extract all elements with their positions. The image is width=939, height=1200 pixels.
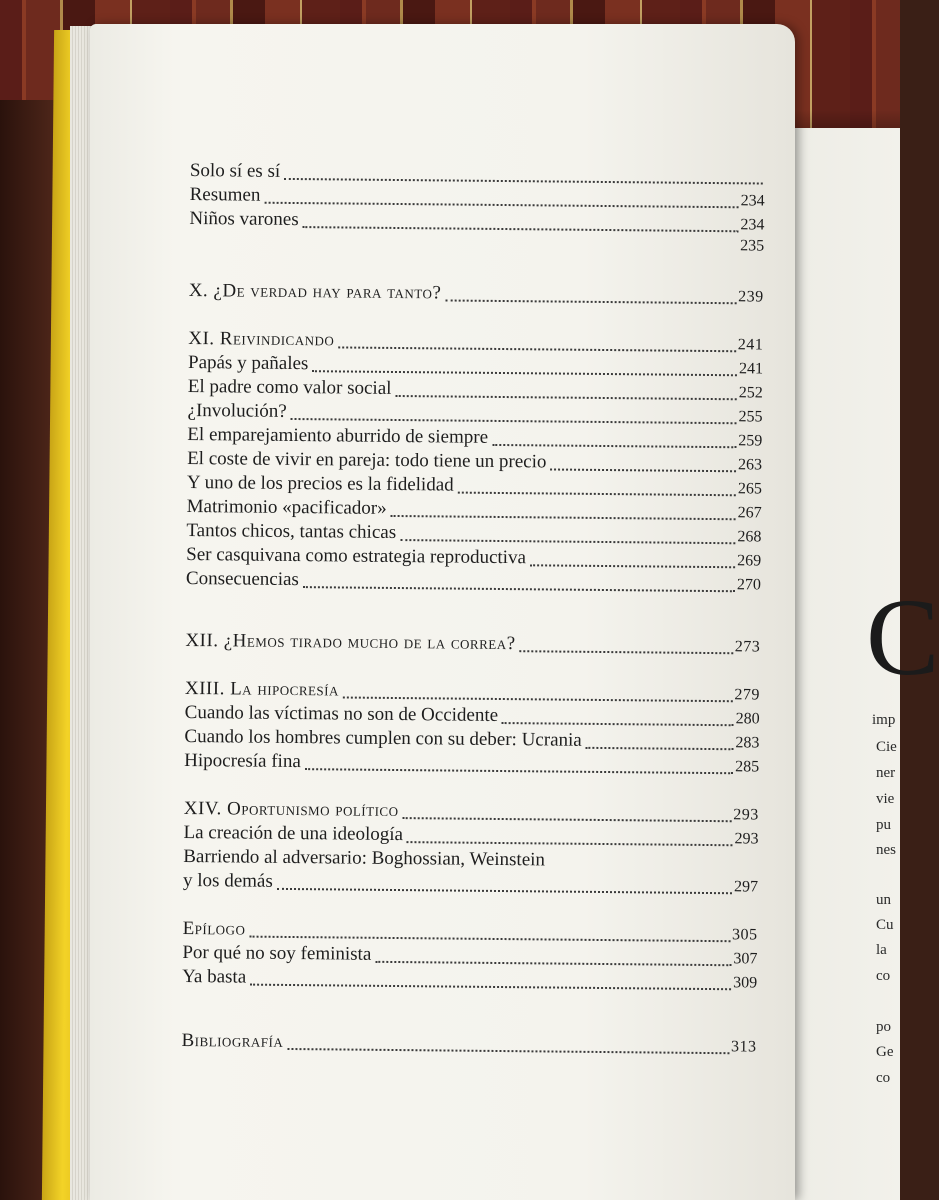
toc-entry-page: 269 [737, 552, 762, 570]
toc-entry-title: El emparejamiento aburrido de siempre [187, 423, 489, 448]
right-page-fragment: la [876, 942, 887, 958]
toc-entry-page: 313 [730, 1038, 757, 1056]
right-page-fragment: pu [876, 817, 891, 833]
dot-leader [277, 887, 732, 894]
toc-entry-page: 293 [734, 830, 759, 848]
toc-entry-title: El coste de vivir en pareja: todo tiene un precio [187, 447, 547, 473]
toc-entry-title: Solo sí es sí [189, 160, 281, 182]
right-page-fragment: ner [876, 765, 896, 781]
dot-leader [287, 1047, 729, 1054]
toc-entry-title: XIII. La hipocresía [184, 677, 340, 701]
toc-entry-page: 293 [733, 806, 759, 824]
dot-leader [550, 467, 736, 472]
toc-entry-page: 241 [737, 336, 764, 354]
dot-leader [303, 585, 735, 592]
toc-entry-title: Ser casquivana como estrategia reproductiva [186, 543, 527, 569]
right-page-fragment: co [876, 968, 891, 984]
toc-entry-page: 234 [740, 216, 765, 234]
dot-leader [520, 649, 733, 654]
dot-leader [284, 177, 763, 185]
toc-entry-page: 307 [733, 950, 758, 968]
toc-entry-title: Cuando los hombres cumplen con su deber: Ucrania [184, 725, 582, 751]
toc-entry-page: 270 [736, 576, 762, 594]
dot-leader [375, 960, 731, 966]
dot-leader [407, 840, 733, 846]
toc-entry-title: Consecuencias [185, 567, 299, 591]
right-page-fragment: Cie [876, 739, 897, 755]
toc-entry-page: 280 [735, 710, 760, 728]
toc-entry-title: Ya basta [182, 965, 247, 988]
toc-entry-title: El padre como valor social [187, 375, 392, 399]
toc-entry-page: 241 [738, 360, 764, 378]
toc-entry-title: Matrimonio «pacificador» [186, 495, 387, 519]
right-page-fragment: Cu [876, 917, 894, 933]
toc-entry-title: y los demás [182, 869, 273, 892]
toc-entry-title: Resumen [189, 183, 261, 206]
toc-entry-title: Barriendo al adversario: Boghossian, Weinstein [183, 845, 546, 871]
toc-entry-page: 279 [734, 686, 760, 704]
right-page-fragment: co [876, 1070, 891, 1086]
toc-entry-page: 265 [737, 480, 762, 498]
toc-entry-title: Por qué no soy feminista [182, 941, 372, 965]
right-page-fragment: vie [876, 791, 895, 807]
dot-leader [530, 563, 735, 568]
right-page-fragment: un [876, 892, 891, 908]
dot-leader [305, 767, 733, 774]
right-page-fragment: po [876, 1019, 891, 1035]
drop-cap-initial: C [866, 576, 939, 698]
dot-leader [249, 935, 730, 943]
dot-leader [193, 250, 738, 256]
toc-entry-page: 273 [734, 638, 761, 656]
toc-entry-page: 255 [738, 408, 763, 426]
dot-leader [264, 201, 738, 209]
dot-leader [395, 394, 736, 400]
toc-entry-title: XI. Reivindicando [188, 327, 335, 351]
dot-leader [343, 695, 732, 702]
dot-leader [586, 746, 734, 750]
dot-leader [338, 345, 735, 352]
dot-leader [458, 491, 736, 497]
dot-leader [502, 721, 734, 726]
toc-entry-page: 252 [738, 384, 763, 402]
toc-entry-page: 297 [733, 878, 759, 896]
dot-leader [312, 369, 737, 376]
toc-entry-title: XII. ¿Hemos tirado mucho de la correa? [185, 629, 516, 655]
toc-entry-title: Epílogo [182, 917, 246, 940]
right-page-fragment: imp [872, 712, 896, 728]
toc-entry-title: Tantos chicos, tantas chicas [186, 519, 397, 543]
dot-leader [445, 298, 736, 304]
toc-entry-page: 259 [738, 432, 763, 450]
toc-entry-title: Cuando las víctimas no son de Occidente [184, 701, 499, 726]
toc-entry-page: 239 [738, 288, 764, 306]
dot-leader [291, 417, 737, 424]
toc-entry-title: Bibliografía [181, 1029, 284, 1052]
toc-entry-page: 285 [735, 758, 760, 776]
toc-entry-title: Niños varones [189, 207, 299, 231]
toc-entry-title: Papás y pañales [187, 351, 309, 375]
toc-entry-page: 263 [738, 456, 763, 474]
dot-leader [492, 443, 736, 448]
toc-entry-title: Hipocresía fina [184, 749, 301, 773]
dot-leader [402, 816, 731, 822]
dot-leader [250, 983, 731, 991]
toc-entry-page: 234 [740, 192, 765, 210]
toc-entry-page: 309 [733, 974, 758, 992]
toc-entry-page: 267 [737, 504, 762, 522]
toc-entry-page: 305 [732, 926, 758, 944]
dot-leader [303, 225, 739, 232]
dot-leader [400, 538, 735, 544]
toc-entry-page: 235 [740, 237, 765, 255]
toc-entry-title: XIV. Oportunismo político [183, 797, 399, 822]
toc-entry-title: ¿Involución? [187, 399, 287, 422]
toc-entry-page: 268 [737, 528, 762, 546]
toc-entry-page: 283 [735, 734, 760, 752]
toc-entry-title: La creación de una ideología [183, 821, 404, 846]
dot-leader [391, 514, 736, 520]
right-page-fragment: Ge [876, 1044, 894, 1060]
right-page-fragment: nes [876, 842, 896, 858]
toc-entry-title: Y uno de los precios es la fidelidad [186, 471, 454, 496]
toc-entry-title: X. ¿De verdad hay para tanto? [188, 279, 442, 304]
